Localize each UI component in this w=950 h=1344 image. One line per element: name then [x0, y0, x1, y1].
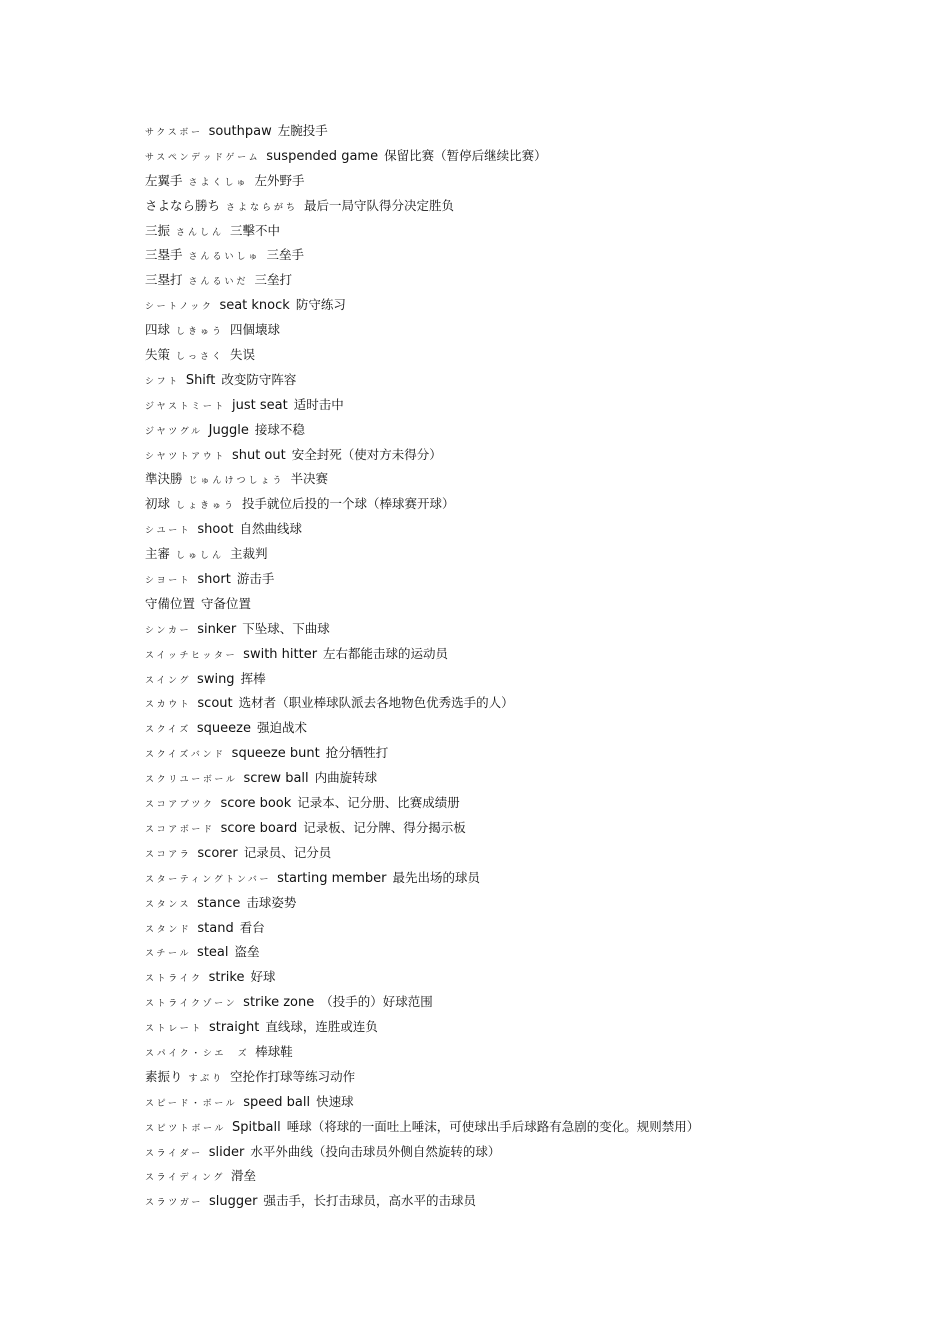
entry-english: short [197, 572, 231, 588]
glossary-entry [145, 1014, 905, 1039]
glossary-entry [145, 143, 905, 168]
glossary-entry [145, 1163, 905, 1188]
glossary-entry [145, 242, 905, 267]
entry-english: score board [220, 820, 298, 836]
entry-katakana: サスペンデッドゲーム [145, 152, 261, 163]
glossary-entry [145, 939, 905, 964]
glossary-entry [145, 690, 905, 715]
entry-chinese: 盗垒 [234, 944, 260, 960]
entry-chinese: 空抡作打球等练习动作 [230, 1068, 356, 1084]
entry-katakana: スターティングトンバー [145, 874, 272, 885]
glossary-entry [145, 989, 905, 1014]
glossary-entry [145, 541, 905, 566]
glossary-entry [145, 466, 905, 491]
entry-katakana: スパイク・シエ ズ [145, 1048, 250, 1059]
entry-katakana: ジヤストミート [145, 401, 227, 412]
entry-katakana: シートノック [145, 302, 214, 313]
entry-chinese: 改变防守阵容 [221, 371, 297, 387]
entry-katakana: スコアボード [145, 824, 215, 835]
entry-chinese: 选材者（职业棒球队派去各地物色优秀选手的人） [238, 695, 514, 711]
glossary-entry [145, 591, 905, 616]
glossary-entry [145, 815, 905, 840]
entry-chinese: 自然曲线球 [239, 521, 302, 537]
entry-chinese: 挥棒 [240, 670, 266, 686]
entry-reading: じゅんけつしょう [188, 476, 285, 487]
entry-katakana: スライディング [145, 1173, 226, 1184]
entry-katakana: スクイズバンド [145, 750, 226, 761]
entry-chinese: 四個壊球 [230, 322, 281, 338]
entry-katakana: シヨート [145, 576, 192, 587]
entry-chinese: 三擊不中 [230, 222, 281, 238]
entry-english: swing [197, 671, 235, 687]
entry-english: seat knock [219, 298, 290, 314]
entry-chinese: 记录板、记分牌、得分揭示板 [303, 819, 466, 835]
entry-term: 主審 [145, 546, 171, 562]
entry-katakana: ストレート [145, 1024, 204, 1035]
entry-english: suspended game [266, 148, 379, 164]
entry-katakana: スイッチヒッター [145, 650, 238, 661]
entry-reading: しゅしん [176, 551, 225, 562]
entry-english: scout [197, 696, 233, 712]
entry-chinese: 保留比赛（暂停后继续比赛） [384, 147, 547, 163]
glossary-entry [145, 317, 905, 342]
entry-english: swith hitter [243, 646, 318, 662]
entry-katakana: スコアブツク [145, 800, 215, 811]
entry-chinese: 左外野手 [254, 172, 305, 188]
glossary-entry [145, 118, 905, 143]
entry-chinese: 看台 [239, 919, 265, 935]
entry-katakana: スカウト [145, 700, 192, 711]
glossary-entry [145, 1039, 905, 1064]
entry-english: Juggle [208, 422, 249, 438]
entry-reading: しょきゅう [176, 501, 237, 512]
entry-english: squeeze bunt [231, 746, 320, 762]
entry-term: 初球 [145, 496, 171, 512]
entry-term: さよなら勝ち [145, 197, 221, 213]
entry-reading: さんしん [176, 227, 225, 238]
glossary-entry [145, 790, 905, 815]
glossary-entry [145, 715, 905, 740]
glossary-entry [145, 915, 905, 940]
entry-katakana: シヤツトアウト [145, 451, 226, 462]
glossary-entry [145, 1089, 905, 1114]
entry-katakana: ジヤツグル [145, 426, 203, 437]
entry-chinese: 三垒打 [254, 272, 293, 288]
entry-english: stand [197, 920, 234, 936]
entry-katakana: スタンス [145, 899, 192, 910]
entry-chinese: 唾球（将球的一面吐上唾沫，可使球出手后球路有急剧的变化。规则禁用） [286, 1118, 700, 1134]
glossary-entry [145, 964, 905, 989]
entry-chinese: 强击手，长打击球员，高水平的击球员 [263, 1193, 477, 1209]
entry-chinese: 抢分牺牲打 [325, 745, 389, 761]
entry-english: squeeze [196, 721, 251, 737]
entry-term: 失策 [145, 347, 171, 363]
glossary-entry [145, 840, 905, 865]
entry-chinese: 游击手 [236, 571, 275, 587]
glossary-entry [145, 666, 905, 691]
glossary-entry [145, 417, 905, 442]
glossary-entry [145, 442, 905, 467]
entry-katakana: スコアラ [145, 849, 192, 860]
entry-english: starting member [277, 870, 387, 886]
entry-chinese: 三垒手 [266, 247, 305, 263]
glossary-entry [145, 342, 905, 367]
entry-chinese: 内曲旋转球 [314, 770, 378, 786]
entry-katakana: スラツガー [145, 1198, 204, 1209]
entry-english: strike zone [243, 995, 315, 1011]
glossary-entry [145, 491, 905, 516]
entry-katakana: スライダー [145, 1148, 203, 1159]
entry-term: 三振 [145, 222, 171, 238]
entry-chinese: 半决赛 [290, 471, 329, 487]
glossary-entry [145, 765, 905, 790]
glossary-entry [145, 1188, 905, 1213]
entry-reading: さよくしゅ [188, 177, 249, 188]
entry-english: strike [208, 970, 245, 986]
glossary-entry [145, 267, 905, 292]
entry-chinese: 直线球，连胜或连负 [265, 1019, 378, 1035]
entry-reading: しきゅう [176, 327, 225, 338]
entry-term: 左翼手 [145, 172, 183, 188]
entry-term: 三塁打 [145, 272, 183, 288]
entry-chinese: 左右都能击球的运动员 [323, 645, 449, 661]
entry-term: 素振り [145, 1068, 183, 1084]
glossary-entry [145, 641, 905, 666]
entry-reading: さんるいだ [188, 277, 249, 288]
entry-chinese: 下坠球、下曲球 [242, 620, 330, 636]
entry-chinese: 记录员、记分员 [243, 844, 332, 860]
entry-english: shut out [231, 447, 286, 463]
entry-term: 準決勝 [145, 471, 183, 487]
entry-chinese: 接球不稳 [254, 421, 305, 437]
entry-english: screw ball [243, 771, 309, 787]
entry-english: score book [220, 796, 292, 812]
entry-english: stance [197, 895, 241, 911]
entry-katakana: サクスボー [145, 128, 203, 138]
entry-chinese: 守备位置 [201, 595, 252, 611]
glossary-entry [145, 367, 905, 392]
glossary-entry [145, 292, 905, 317]
entry-chinese: 投手就位后投的一个球（棒球赛开球） [242, 496, 455, 512]
entry-chinese: 滑垒 [231, 1168, 257, 1184]
entry-reading: さんるいしゅ [188, 252, 261, 263]
entry-english: slider [208, 1144, 245, 1160]
entry-chinese: 左腕投手 [277, 123, 328, 138]
entry-chinese: 最后一局守队得分决定胜负 [304, 197, 455, 213]
entry-english: Spitball [232, 1119, 281, 1135]
glossary-entry [145, 566, 905, 591]
glossary-entry [145, 1114, 905, 1139]
glossary-entry [145, 392, 905, 417]
entry-chinese: 主裁判 [230, 546, 268, 562]
entry-chinese: 快速球 [316, 1093, 354, 1109]
entry-chinese: 棒球鞋 [255, 1043, 293, 1059]
entry-chinese: 记录本、记分册、比赛成绩册 [297, 795, 460, 811]
entry-katakana: シフト [145, 376, 180, 387]
entry-chinese: 适时击中 [293, 396, 344, 412]
entry-chinese: 水平外曲线（投向击球员外侧自然旋转的球） [250, 1143, 501, 1159]
entry-katakana: スピード・ボール [145, 1098, 238, 1109]
entry-english: straight [209, 1020, 260, 1036]
entry-english: just seat [232, 397, 288, 413]
entry-english: shoot [197, 522, 234, 538]
entry-term: 守備位置 [145, 595, 196, 611]
entry-reading: すぶり [188, 1073, 225, 1084]
entry-katakana: ストライク [145, 974, 203, 985]
entry-english: speed ball [243, 1094, 311, 1110]
glossary-entry [145, 1139, 905, 1164]
entry-chinese: 失误 [230, 347, 256, 363]
entry-reading: さよならがち [226, 202, 299, 213]
entry-katakana: ストライクゾーン [145, 999, 238, 1010]
entry-chinese: 好球 [250, 969, 276, 985]
entry-chinese: （投手的）好球范围 [320, 994, 433, 1010]
entry-english: slugger [209, 1194, 258, 1210]
entry-english: Shift [185, 372, 216, 388]
entry-term: 三塁手 [145, 247, 183, 263]
entry-english: southpaw [208, 124, 272, 139]
entry-katakana: シンカー [145, 625, 192, 636]
glossary-entry [145, 865, 905, 890]
entry-chinese: 最先出场的球员 [392, 869, 481, 885]
entry-english: scorer [197, 845, 238, 861]
glossary-entry [145, 516, 905, 541]
entry-katakana: スクリユーボール [145, 775, 238, 786]
glossary-list [145, 118, 905, 1213]
glossary-entry [145, 890, 905, 915]
glossary-entry [145, 1064, 905, 1089]
entry-katakana: スイング [145, 675, 192, 686]
entry-english: steal [197, 945, 229, 961]
glossary-entry [145, 168, 905, 193]
entry-katakana: スチール [145, 949, 192, 960]
entry-english: sinker [197, 621, 237, 637]
entry-reading: しっさく [176, 352, 225, 363]
entry-chinese: 防守练习 [295, 297, 346, 313]
entry-katakana: スクイズ [145, 725, 191, 736]
entry-chinese: 强迫战术 [256, 720, 307, 736]
glossary-entry [145, 740, 905, 765]
glossary-entry [145, 218, 905, 243]
glossary-entry [145, 616, 905, 641]
entry-chinese: 安全封死（使对方未得分） [291, 446, 442, 462]
glossary-entry [145, 193, 905, 218]
entry-katakana: スタンド [145, 924, 192, 935]
entry-katakana: スピツトボール [145, 1123, 227, 1134]
entry-chinese: 击球姿势 [246, 894, 297, 910]
entry-term: 四球 [145, 322, 171, 338]
entry-katakana: シユート [145, 526, 192, 537]
